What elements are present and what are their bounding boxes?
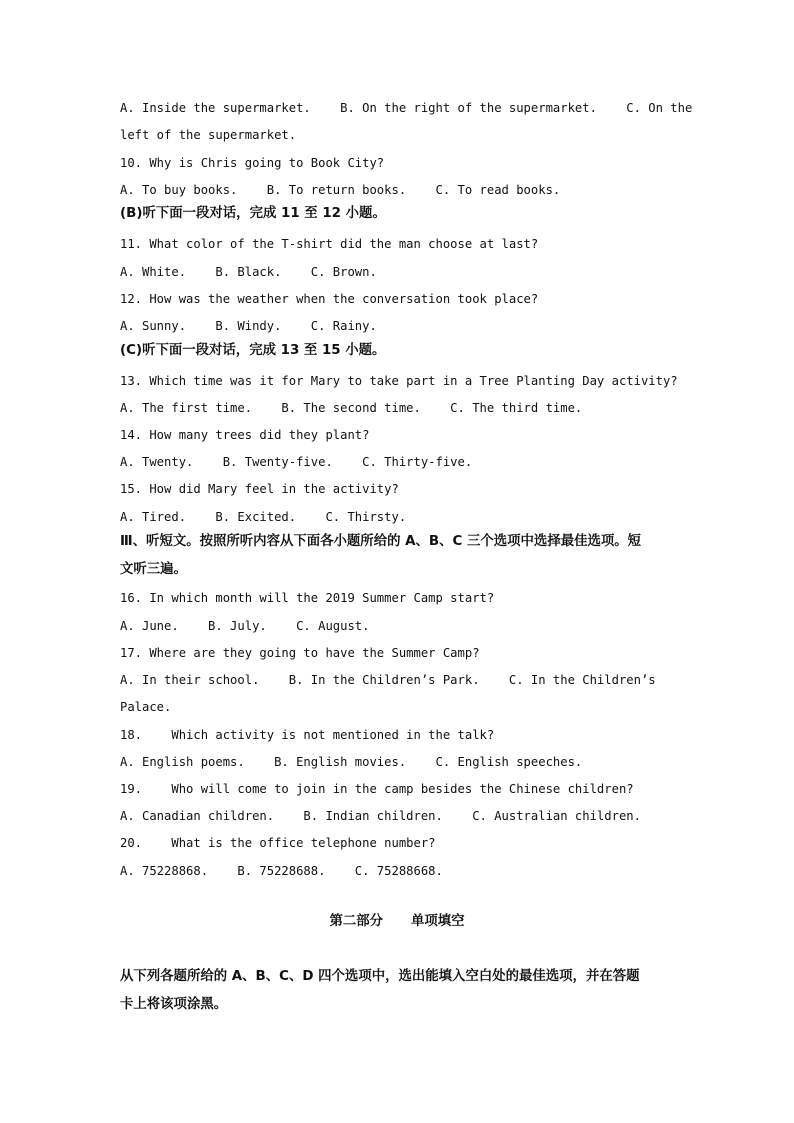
part2-instruction-line1: 从下列各题所给的 A、B、C、D 四个选项中，选出能填入空白处的最佳选项，并在答题 — [120, 969, 640, 984]
q9-options-line2: left of the supermarket. — [120, 128, 297, 142]
q15-question: 15. How did Mary feel in the activity? — [120, 482, 399, 496]
section-b-heading: (B)听下面一段对话，完成 11 至 12 小题。 — [120, 206, 386, 221]
q17-options-line2: Palace. — [120, 700, 172, 714]
q10-question: 10. Why is Chris going to Book City? — [120, 156, 385, 170]
q16-options: A. June. B. July. C. August. — [120, 619, 370, 633]
q20-options: A. 75228868. B. 75228688. C. 75288668. — [120, 864, 443, 878]
q19-question: 19. Who will come to join in the camp besides the Chinese children? — [120, 782, 634, 796]
q18-question: 18. Which activity is not mentioned in the talk? — [120, 728, 495, 742]
q11-options: A. White. B. Black. C. Brown. — [120, 265, 377, 279]
q18-options: A. English poems. B. English movies. C. English speeches. — [120, 755, 583, 769]
q16-question: 16. In which month will the 2019 Summer Camp start? — [120, 591, 495, 605]
part2-instruction-line2: 卡上将该项涂黑。 — [120, 997, 228, 1012]
q17-options-line1: A. In their school. B. In the Children’s Park. C. In the Children’s — [120, 673, 656, 687]
part2-title: 第二部分 单项填空 — [329, 914, 465, 929]
q10-options: A. To buy books. B. To return books. C. To read books. — [120, 183, 561, 197]
part3-heading-line2: 文听三遍。 — [120, 562, 187, 577]
q11-question: 11. What color of the T-shirt did the man choose at last? — [120, 237, 539, 251]
q17-question: 17. Where are they going to have the Summer Camp? — [120, 646, 480, 660]
q19-options: A. Canadian children. B. Indian children. C. Australian children. — [120, 809, 641, 823]
q14-options: A. Twenty. B. Twenty-five. C. Thirty-five. — [120, 455, 473, 469]
q14-question: 14. How many trees did they plant? — [120, 428, 370, 442]
q12-question: 12. How was the weather when the conversation took place? — [120, 292, 539, 306]
q15-options: A. Tired. B. Excited. C. Thirsty. — [120, 510, 407, 524]
q9-options-line1: A. Inside the supermarket. B. On the right of the supermarket. C. On the — [120, 101, 693, 115]
q12-options: A. Sunny. B. Windy. C. Rainy. — [120, 319, 377, 333]
section-c-heading: (C)听下面一段对话，完成 13 至 15 小题。 — [120, 343, 386, 358]
q20-question: 20. What is the office telephone number? — [120, 836, 436, 850]
q13-question: 13. Which time was it for Mary to take part in a Tree Planting Day activity? — [120, 374, 678, 388]
q13-options: A. The first time. B. The second time. C. The third time. — [120, 401, 583, 415]
part3-heading-line1: Ⅲ、听短文。按照所听内容从下面各小题所给的 A、B、C 三个选项中选择最佳选项。短 — [120, 534, 642, 549]
